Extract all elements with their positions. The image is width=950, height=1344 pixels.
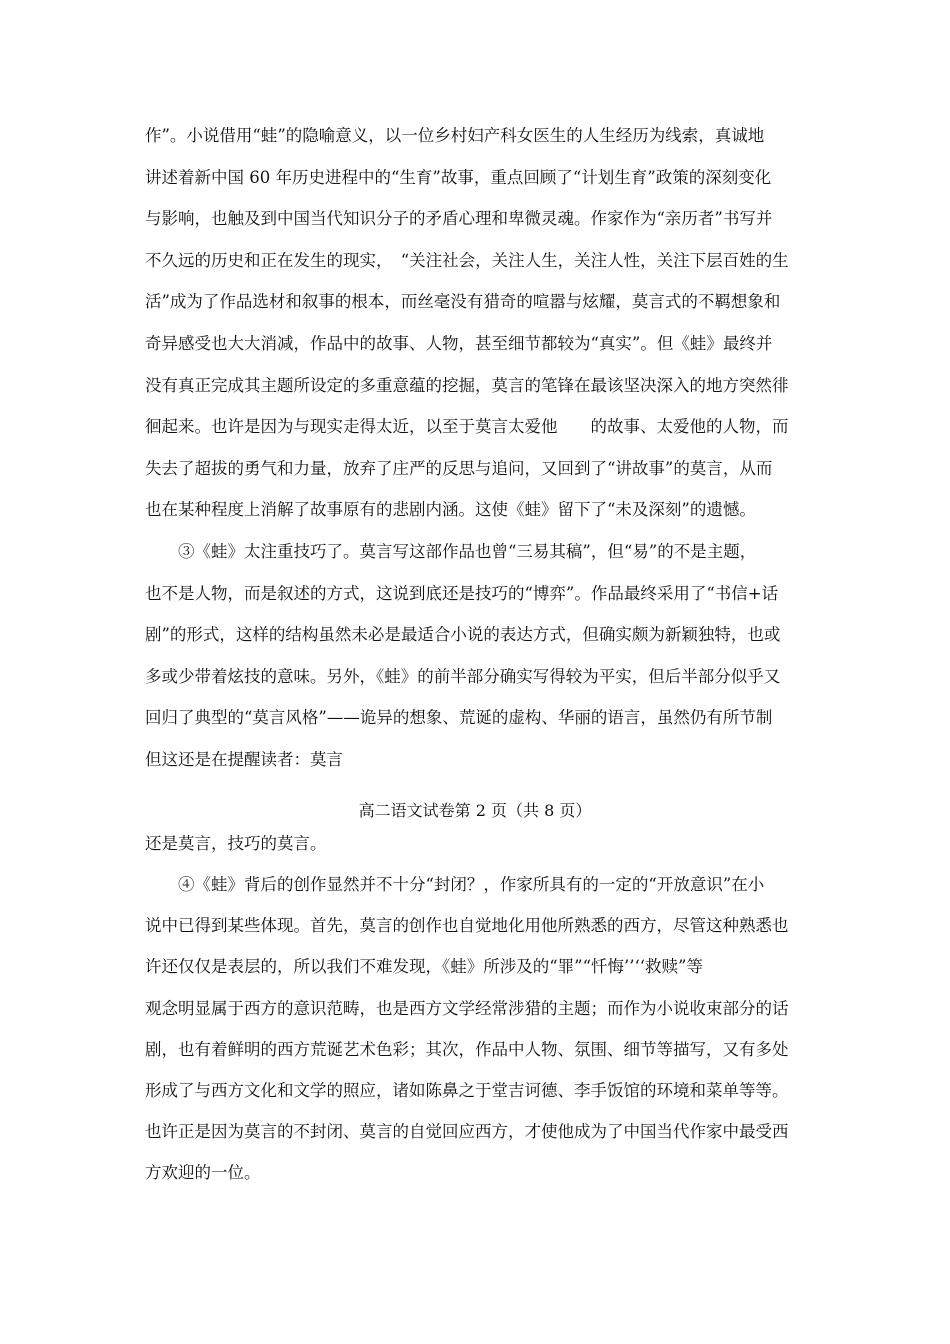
text-line: 也在某种程度上消解了故事原有的悲剧内涵。这使《蛙》留下了“未及深刻”的遗憾。 <box>145 500 756 520</box>
text-line: 方欢迎的一位。 <box>145 1163 261 1183</box>
text-line: 奇异感受也大大消减，作品中的故事、人物，甚至细节都较为“真实”。但《蛙》最终并 <box>145 333 773 353</box>
text-line: 说中已得到某些体现。首先，莫言的创作也自觉地化用他所熟悉的西方，尽管这种熟悉也 <box>145 916 789 936</box>
text-line: 但这还是在提醒读者：莫言 <box>145 749 343 769</box>
paragraph-continued-and-paragraph-3 <box>145 115 810 781</box>
page-footer: 高二语文试卷第 2 页（共 8 页） <box>358 801 592 820</box>
text-line: 作”。小说借用“蛙”的隐喻意义，以一位乡村妇产科女医生的人生经历为线索，真诚地 <box>145 126 765 145</box>
text-line: 讲述着新中国 60 年历史进程中的“生育”故事，重点回顾了“计划生育”政策的深刻变化 <box>145 167 772 187</box>
text-line: 与影响，也触及到中国当代知识分子的矛盾心理和卑微灵魂。作家作为“亲历者”书写并 <box>145 209 773 229</box>
text-line: 还是莫言，技巧的莫言。 <box>145 834 327 853</box>
paragraph-4-first-line: ④《蛙》背后的创作显然并不十分“封闭？，作家所具有的一定的“开放意识”在小 <box>178 875 765 894</box>
paragraph-3-first-line: ③《蛙》太注重技巧了。莫言写这部作品也曾“三易其稿”，但“易”的不是主题， <box>178 541 757 561</box>
text-line: 不久远的历史和正在发生的现实， “关注社会，关注人生，关注人性，关注下层百姓的生 <box>145 250 789 270</box>
text-line: 徊起来。也许是因为与现实走得太近，以至于莫言太爱他 的故事、太爱他的人物，而 <box>145 417 789 437</box>
text-line: 活”成为了作品选材和叙事的根本，而丝毫没有猎奇的喧嚣与炫耀，莫言式的不羁想象和 <box>145 292 781 312</box>
text-line: 也许正是因为莫言的不封闭、莫言的自觉回应西方，才使他成为了中国当代作家中最受西 <box>145 1122 789 1142</box>
paragraph-continued-and-paragraph-4 <box>145 824 810 1194</box>
text-line: 剧”的形式，这样的结构虽然未必是最适合小说的表达方式，但确实颇为新颖独特，也或 <box>145 625 781 645</box>
text-line: 没有真正完成其主题所设定的多重意蕴的挖掘，莫言的笔锋在最该坚决深入的地方突然徘 <box>145 375 789 395</box>
text-line: 许还仅仅是表层的，所以我们不难发现，《蛙》所涉及的“罪”“忏悔’’‘‘救赎”等 <box>145 957 703 977</box>
text-line: 也不是人物，而是叙述的方式，这说到底还是技巧的“博弈”。作品最终采用了“书信+话 <box>145 583 779 603</box>
text-line: 回归了典型的“莫言风格”——诡异的想象、荒诞的虚构、华丽的语言，虽然仍有所节制 <box>145 708 773 728</box>
text-line: 剧，也有着鲜明的西方荒诞艺术色彩；其次，作品中人物、氛围、细节等描写，又有多处 <box>145 1039 789 1059</box>
text-line: 失去了超拔的勇气和力量，放弃了庄严的反思与追问，又回到了“讲故事”的莫言，从而 <box>145 458 773 478</box>
text-line: 多或少带着炫技的意味。另外，《蛙》的前半部分确实写得较为平实，但后半部分似乎又 <box>145 666 781 686</box>
text-line: 观念明显属于西方的意识范畴，也是西方文学经常涉猎的主题；而作为小说收束部分的话 <box>145 998 789 1018</box>
text-line: 形成了与西方文化和文学的照应，诸如陈鼻之于堂吉诃德、李手饭馆的环境和菜单等等。 <box>145 1080 789 1100</box>
